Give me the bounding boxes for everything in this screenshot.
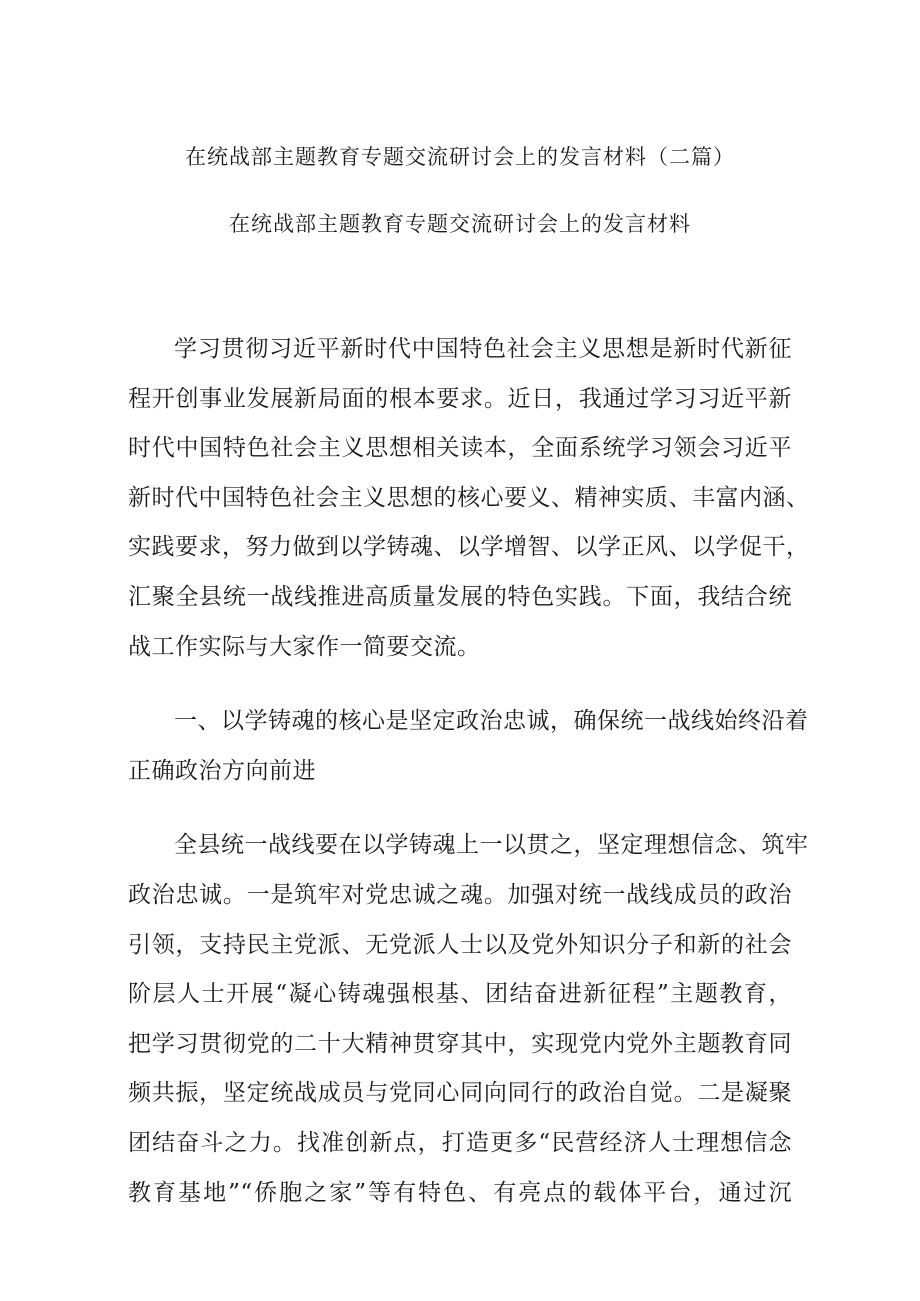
text-line: 阶层人士开展“凝心铸魂强根基、团结奋进新征程”主题教育， (128, 981, 792, 1008)
text-line: 引领，支持民主党派、无党派人士以及党外知识分子和新的社会 (128, 931, 792, 958)
paragraph-intro (128, 325, 810, 672)
text-line: 学习贯彻习近平新时代中国特色社会主义思想是新时代新征 (174, 336, 792, 362)
document-subtitle: 在统战部主题教育专题交流研讨会上的发言材料 (229, 212, 691, 236)
text-line: 政治忠诚。一是筑牢对党忠诚之魂。加强对统一战线成员的政治 (128, 881, 792, 908)
text-line: 把学习贯彻党的二十大精神贯穿其中，实现党内党外主题教育同 (128, 1030, 792, 1057)
text-line: 教育基地”“侨胞之家”等有特色、有亮点的载体平台，通过沉 (128, 1179, 792, 1206)
paragraph-section-1 (128, 821, 809, 1218)
text-line: 团结奋斗之力。找准创新点，打造更多“民营经济人士理想信念 (128, 1129, 792, 1156)
text-line: 汇聚全县统一战线推进高质量发展的特色实践。下面，我结合统 (128, 583, 792, 610)
text-line: 实践要求，努力做到以学铸魂、以学增智、以学正风、以学促干， (128, 534, 810, 561)
text-line: 新时代中国特色社会主义思想的核心要义、精神实质、丰富内涵、 (128, 484, 810, 511)
text-line: 程开创事业发展新局面的根本要求。近日，我通过学习习近平新 (128, 385, 792, 412)
section-heading-1 (128, 697, 809, 796)
text-line: 一、以学铸魂的核心是坚定政治忠诚，确保统一战线始终沿着 (174, 708, 809, 735)
text-line: 全县统一战线要在以学铸魂上一以贯之，坚定理想信念、筑牢 (174, 832, 809, 859)
text-line: 战工作实际与大家作一简要交流。 (128, 633, 481, 660)
text-line: 正确政治方向前进 (128, 757, 316, 784)
text-line: 频共振，坚定统战成员与党同心同向同行的政治自觉。二是凝聚 (128, 1080, 792, 1107)
document-title: 在统战部主题教育专题交流研讨会上的发言材料（二篇） (185, 145, 735, 169)
document-body (128, 325, 810, 1243)
text-line: 时代中国特色社会主义思想相关读本，全面系统学习领会习近平 (128, 435, 792, 462)
